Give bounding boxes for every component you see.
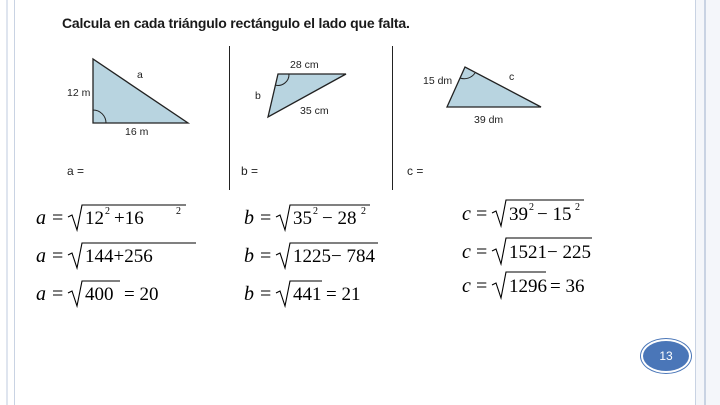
svg-text:35: 35 <box>293 208 312 229</box>
svg-text:2: 2 <box>313 206 318 217</box>
svg-text:2: 2 <box>575 202 580 213</box>
svg-text:400: 400 <box>85 284 114 305</box>
svg-text:=: = <box>52 245 64 267</box>
equation-a-line-1 <box>36 200 186 234</box>
svg-text:= 21: = 21 <box>326 284 361 305</box>
svg-text:=: = <box>260 207 272 229</box>
svg-text:− 28: − 28 <box>322 208 357 229</box>
svg-text:2: 2 <box>176 206 181 217</box>
triangle-c-shape <box>447 67 541 107</box>
svg-text:1521− 225: 1521− 225 <box>509 242 591 263</box>
svg-text:=: = <box>52 207 64 229</box>
slide-right-border <box>695 0 720 405</box>
triangle-b-top-label: 28 cm <box>290 59 319 71</box>
column-divider-1 <box>229 46 230 190</box>
triangle-a-horizontal-leg-label: 16 m <box>125 126 149 138</box>
svg-text:c: c <box>462 203 471 225</box>
triangle-c-answer-prompt: c = <box>407 164 424 178</box>
triangle-b-answer-prompt: b = <box>241 164 259 178</box>
svg-text:+16: +16 <box>114 208 144 229</box>
triangle-c-bottom-label: 39 dm <box>474 114 504 126</box>
svg-text:a: a <box>36 245 46 267</box>
svg-text:441: 441 <box>293 284 322 305</box>
equation-b-line-3 <box>244 276 384 310</box>
svg-text:2: 2 <box>361 206 366 217</box>
svg-text:b: b <box>244 207 254 229</box>
svg-text:=: = <box>476 241 488 263</box>
triangle-a-vertical-leg-label: 12 m <box>67 87 91 99</box>
svg-text:= 36: = 36 <box>550 276 585 297</box>
svg-text:a: a <box>36 207 46 229</box>
svg-text:=: = <box>260 245 272 267</box>
equation-a-line-3 <box>36 276 186 310</box>
equation-b-line-1 <box>244 200 384 234</box>
svg-text:=: = <box>476 203 488 225</box>
svg-text:39: 39 <box>509 204 528 225</box>
svg-text:a: a <box>36 283 46 305</box>
svg-text:=: = <box>260 283 272 305</box>
triangle-c-left-label: 15 dm <box>423 75 453 87</box>
triangle-c-angle-label: c <box>509 71 515 83</box>
slide-left-border <box>0 0 15 405</box>
equation-c-line-1 <box>462 194 602 228</box>
triangle-a-answer-prompt: a = <box>67 164 85 178</box>
equation-b-line-2 <box>244 238 384 272</box>
svg-text:2: 2 <box>529 202 534 213</box>
svg-text:12: 12 <box>85 208 104 229</box>
svg-text:1296: 1296 <box>509 276 547 297</box>
triangle-b-side-label: b <box>255 90 261 102</box>
svg-text:c: c <box>462 275 471 297</box>
svg-text:144+256: 144+256 <box>85 246 153 267</box>
svg-text:b: b <box>244 283 254 305</box>
triangle-a-figure <box>88 56 193 128</box>
svg-text:=: = <box>476 275 488 297</box>
svg-text:= 20: = 20 <box>124 284 159 305</box>
equation-c-line-2 <box>462 232 602 266</box>
triangle-c-figure <box>443 62 545 112</box>
svg-text:c: c <box>462 241 471 263</box>
triangle-b-bottom-label: 35 cm <box>300 105 329 117</box>
equation-c-line-3 <box>462 266 602 300</box>
svg-text:− 15: − 15 <box>537 204 572 225</box>
column-divider-2 <box>392 46 393 190</box>
exercise-instruction: Calcula en cada triángulo rectángulo el lado que falta. <box>62 15 410 31</box>
svg-text:b: b <box>244 245 254 267</box>
svg-text:1225− 784: 1225− 784 <box>293 246 375 267</box>
equation-a-line-2 <box>36 238 186 272</box>
page-number-badge: 13 <box>641 339 691 373</box>
svg-text:=: = <box>52 283 64 305</box>
triangle-a-hypotenuse-label: a <box>137 69 143 81</box>
svg-text:2: 2 <box>105 206 110 217</box>
